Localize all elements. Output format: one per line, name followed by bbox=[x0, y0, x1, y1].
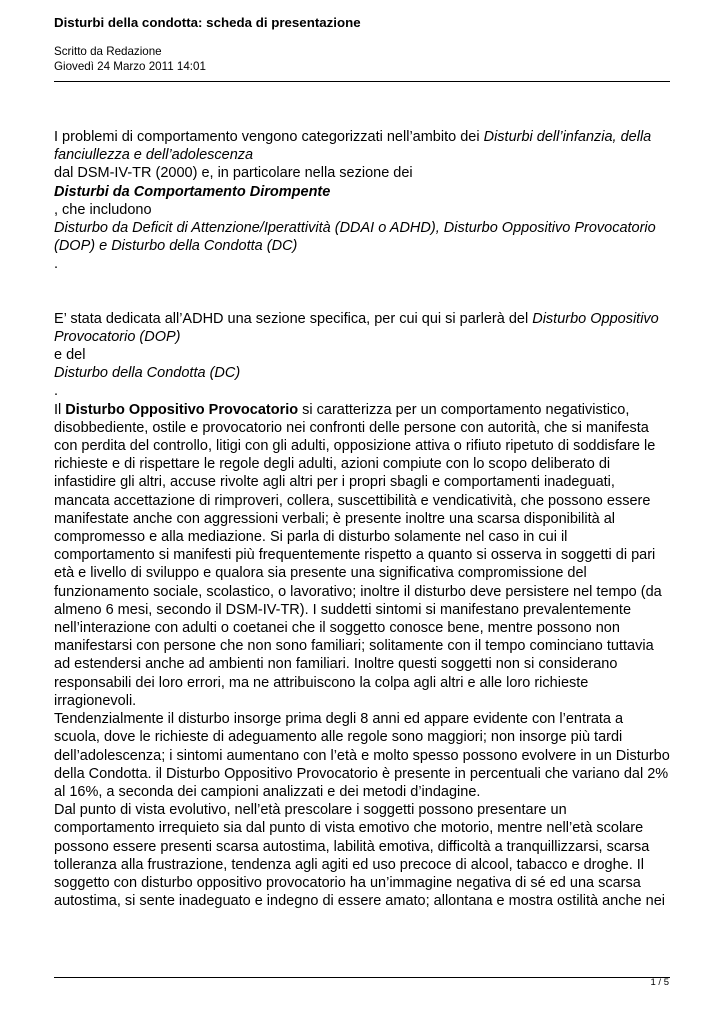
intro-line-5 bbox=[54, 219, 670, 255]
disorders-list: Disturbo da Deficit di Attenzione/Iperattività (DDAI o ADHD), Disturbo Oppositivo Provocatorio (DOP) e Disturbo della Condotta (DC) bbox=[54, 220, 656, 255]
date-line: Giovedì 24 Marzo 2011 14:01 bbox=[54, 60, 206, 73]
dop-emphasis: Disturbo Oppositivo Provocatorio (DOP) bbox=[54, 310, 659, 345]
section-line-1 bbox=[54, 310, 670, 346]
intro-line-6: . bbox=[54, 256, 59, 273]
page-number: 1 / 5 bbox=[650, 977, 669, 988]
dop-term: Disturbo Oppositivo Provocatorio bbox=[65, 401, 299, 418]
intro-text: I problemi di comportamento vengono categorizzati nell’ambito dei bbox=[54, 129, 484, 145]
dop-description: si caratterizza per un comportamento negativistico, disobbediente, ostile e provocatorio nei confronti delle persone con autorità, che si manifesta con perdita del controllo, litigi con gli adulti, opposizione attiva o rifiuto ripetuto di soddisfare le richieste e di rispettare le regole degli adulti, azioni compiute con lo scopo deliberato di infastidire gli altri, accuse rivolte agli altri per i propri sbagli e comportamenti inadeguati, mancata accettazione di rimproveri, collera, suscettibilità e vendicatività, che possono essere manifestate anche con aggressioni verbali; è presente inoltre una scarsa disponibilità al compromesso e alla mediazione. Si parla di disturbo solamente nel caso in cui il comportamento si manifesti più frequentemente rispetto a quanto si osserva in soggetti di pari età e livello di sviluppo e qualora sia presente una significativa compromissione del funzionamento sociale, scolastico, o lavorativo; inoltre il disturbo deve persistere nel tempo (da almeno 6 mesi, secondo il DSM-IV-TR). I suddetti sintomi si manifestano prevalentemente nell’interazione con adulti o coetanei che il soggetto conosce bene, mentre possono non manifestarsi con persone che non sono familiari; solitamente con il tempo cominciano tuttavia ad estendersi anche ad ambienti non familiari. Inoltre questi soggetti non si considerano responsabili dei loro errori, ma ne attribuiscono la colpa agli altri e alle loro richieste irragionevoli. bbox=[54, 401, 662, 709]
dop-paragraph bbox=[54, 401, 670, 710]
section-line-3 bbox=[54, 364, 670, 382]
dop-lead: Il bbox=[54, 401, 66, 418]
paragraph-gap bbox=[54, 274, 670, 310]
onset-paragraph: Tendenzialmente il disturbo insorge prima degli 8 anni ed appare evidente con l’entrata a scuola, dove le richieste di adeguamento alle regole sono maggiori; non insorge più tardi dell’adolescenza; i sintomi aumentano con l’età e molto spesso possono evolvere in un Disturbo della Condotta. il Disturbo Oppositivo Provocatorio è presente in percentuali che variano dal 2% al 16%, a seconda dei campioni analizzati e dei metodi d’indagine. bbox=[54, 711, 670, 800]
article-body bbox=[54, 128, 670, 910]
section-line-2: e del bbox=[54, 347, 86, 364]
author-line: Scritto da Redazione bbox=[54, 45, 162, 58]
evolution-paragraph: Dal punto di vista evolutivo, nell’età prescolare i soggetti possono presentare un comportamento irrequieto sia dal punto di vista emotivo che motorio, mentre nell’età scolare possono essere presenti scarsa autostima, labilità emotiva, difficoltà a tranquillizzarsi, scarsa tolleranza alla frustrazione, tendenza agli agiti ed uso precoce di alcool, tabacco e droghe. Il soggetto con disturbo oppositivo provocatorio ha un’immagine negativa di sé ed una scarsa autostima, si sente inadeguato e indegno di essere amato; allontana e mostra ostilità anche nei bbox=[54, 802, 665, 910]
section-text: E’ stata dedicata all’ADHD una sezione specifica, per cui qui si parlerà del bbox=[54, 310, 533, 327]
document-title: Disturbi della condotta: scheda di presentazione bbox=[54, 15, 361, 30]
header-divider bbox=[54, 81, 670, 82]
intro-line-2: dal DSM-IV-TR (2000) e, in particolare nella sezione dei bbox=[54, 165, 413, 182]
intro-emphasis: Disturbi dell’infanzia, della fanciullezza e dell’adolescenza bbox=[54, 129, 652, 164]
category-heading: Disturbi da Comportamento Dirompente bbox=[54, 183, 331, 200]
intro-line-4: , che includono bbox=[54, 201, 152, 218]
footer-divider bbox=[54, 977, 670, 978]
intro-line-3 bbox=[54, 183, 670, 201]
article-meta bbox=[54, 44, 670, 74]
intro-line-1 bbox=[54, 128, 670, 164]
section-line-4: . bbox=[54, 383, 59, 400]
page-header bbox=[54, 14, 670, 74]
dc-emphasis: Disturbo della Condotta (DC) bbox=[54, 365, 241, 382]
